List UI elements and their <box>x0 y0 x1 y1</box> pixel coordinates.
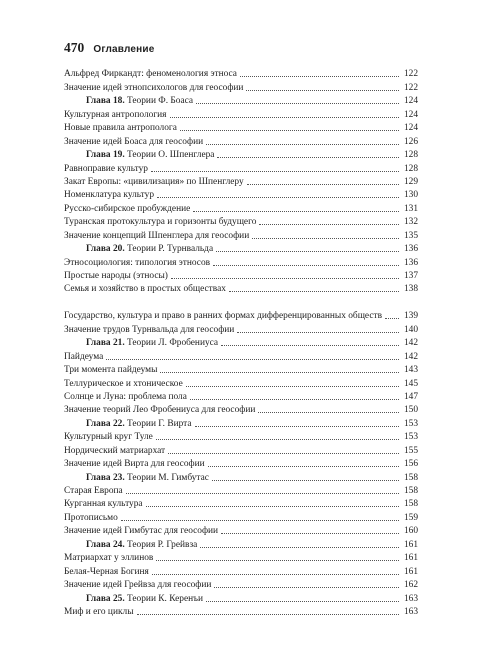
chapter-number: Глава 23. <box>86 472 125 483</box>
toc-entry-title: Закат Европы: «цивилизация» по Шпенглеру <box>64 176 244 187</box>
toc-page-number: 161 <box>403 539 418 550</box>
page-number: 470 <box>64 40 85 55</box>
toc-page-number: 135 <box>403 230 418 241</box>
toc-chapter-entry <box>64 148 418 161</box>
chapter-number: Глава 21. <box>86 338 125 349</box>
toc-entry <box>64 121 418 134</box>
toc-page-number: 126 <box>403 136 418 147</box>
dot-leader <box>221 345 399 346</box>
dot-leader <box>200 547 399 548</box>
toc-entry-title: Значение идей Гимбутас для геософии <box>64 526 219 537</box>
toc-chapter-entry <box>64 591 418 604</box>
toc-entry-title <box>86 418 192 430</box>
toc-entry-title: Значение трудов Турнвальда для геософии <box>64 324 235 335</box>
chapter-title: Теории Ф. Боаса <box>127 96 194 107</box>
dot-leader <box>237 332 399 333</box>
toc-page-number: 158 <box>403 499 418 510</box>
toc-chapter-entry <box>64 537 418 550</box>
dot-leader <box>208 466 399 467</box>
chapter-title: Теории Г. Вирта <box>127 418 192 429</box>
chapter-title: Теория Р. Грейвза <box>127 539 198 550</box>
toc-chapter-entry <box>64 242 418 255</box>
toc-entry <box>64 605 418 618</box>
toc-entry-title: Матриархат у эллинов <box>64 553 154 564</box>
toc-entry <box>64 457 418 470</box>
toc-entry-title: Значение идей Боаса для геософии <box>64 136 204 147</box>
toc-page-number: 143 <box>403 365 418 376</box>
dot-leader <box>157 197 399 198</box>
toc-entry-title: Нордический матриархат <box>64 445 166 456</box>
dot-leader <box>156 560 399 561</box>
toc-entry-title: Солнце и Луна: проблема пола <box>64 391 187 402</box>
dot-leader <box>217 157 399 158</box>
toc-page-number: 138 <box>403 284 418 295</box>
toc-entry <box>64 322 418 335</box>
toc-page-number: 156 <box>403 459 418 470</box>
dot-leader <box>190 399 399 400</box>
toc-entry <box>64 524 418 537</box>
dot-leader <box>171 278 399 279</box>
toc-page-number: 124 <box>403 123 418 134</box>
toc-entry-title: Белая-Черная Богиня <box>64 566 149 577</box>
chapter-number: Глава 24. <box>86 539 125 550</box>
toc-entry-title <box>86 95 193 107</box>
toc-entry <box>64 67 418 80</box>
toc-entry-title: Три момента пайдеумы <box>64 365 158 376</box>
toc-entry <box>64 430 418 443</box>
chapter-number: Глава 20. <box>86 244 125 255</box>
dot-leader <box>146 506 399 507</box>
dot-leader <box>156 439 399 440</box>
toc-page-number: 147 <box>403 391 418 402</box>
toc-entry <box>64 161 418 174</box>
toc-entry <box>64 228 418 241</box>
toc-page-number: 161 <box>403 553 418 564</box>
dot-leader <box>126 493 399 494</box>
toc-entry <box>64 269 418 282</box>
toc-entry <box>64 282 418 295</box>
toc-entry <box>64 134 418 147</box>
toc-entry <box>64 510 418 523</box>
toc-page-number: 137 <box>403 271 418 281</box>
table-of-contents <box>64 67 418 618</box>
toc-entry <box>64 390 418 403</box>
dot-leader <box>151 171 399 172</box>
toc-entry-title: Протописьмо <box>64 512 118 523</box>
toc-page-number: 128 <box>403 150 418 161</box>
toc-page-number: 163 <box>403 606 418 617</box>
chapter-title: Теории Л. Фробениуса <box>127 338 219 349</box>
toc-entry-title: Старая Европа <box>64 486 123 497</box>
dot-leader <box>247 184 399 185</box>
toc-entry-title: Миф и его циклы <box>64 606 134 617</box>
toc-page-number: 131 <box>403 203 418 214</box>
toc-entry-title <box>86 539 197 551</box>
toc-page-number: 139 <box>403 311 418 322</box>
toc-entry-title: Семья и хозяйство в простых обществах <box>64 284 226 295</box>
toc-chapter-entry <box>64 470 418 483</box>
dot-leader <box>121 520 399 521</box>
toc-page-number: 124 <box>403 96 418 107</box>
toc-page-number: 153 <box>403 432 418 443</box>
toc-entry-title: Номенклатура культур <box>64 190 155 201</box>
toc-entry <box>64 349 418 362</box>
toc-page-number: 132 <box>403 217 418 228</box>
toc-entry-title: Культурная антропология <box>64 109 167 120</box>
chapter-title: Теории Р. Турнвальда <box>127 244 214 255</box>
toc-entry <box>64 551 418 564</box>
toc-entry-title: Простые народы (этносы) <box>64 271 168 281</box>
chapter-number: Глава 19. <box>86 150 125 161</box>
toc-chapter-entry <box>64 416 418 429</box>
toc-page-number: 122 <box>403 69 418 80</box>
dot-leader <box>385 318 399 319</box>
dot-leader <box>221 533 399 534</box>
toc-entry <box>64 376 418 389</box>
toc-page-number: 161 <box>403 566 418 577</box>
toc-entry-title: Значение идей Вирта для геософии <box>64 459 205 470</box>
toc-page-number: 159 <box>403 512 418 523</box>
dot-leader <box>180 130 399 131</box>
dot-leader <box>152 574 399 575</box>
toc-entry <box>64 80 418 93</box>
toc-entry-title <box>86 472 209 484</box>
dot-leader <box>213 265 399 266</box>
toc-entry-title: Пайдеума <box>64 351 104 362</box>
dot-leader <box>206 601 399 602</box>
toc-page-number: 129 <box>403 176 418 187</box>
dot-leader <box>214 587 399 588</box>
toc-page-number: 145 <box>403 378 418 389</box>
toc-page-number: 130 <box>403 190 418 201</box>
dot-leader <box>137 614 399 615</box>
toc-entry <box>64 403 418 416</box>
toc-entry <box>64 175 418 188</box>
toc-page-number: 136 <box>403 244 418 255</box>
dot-leader <box>206 144 399 145</box>
dot-leader <box>170 117 400 118</box>
toc-entry-title <box>86 337 218 349</box>
toc-entry-title: Теллурическое и хтоническое <box>64 378 183 389</box>
toc-entry <box>64 497 418 510</box>
toc-entry <box>64 201 418 214</box>
toc-entry-title: Курганная культура <box>64 499 143 510</box>
dot-leader <box>186 386 399 387</box>
toc-page-number: 155 <box>403 445 418 456</box>
dot-leader <box>212 480 399 481</box>
dot-leader <box>258 412 399 413</box>
toc-page-number: 160 <box>403 526 418 537</box>
toc-entry <box>64 295 418 322</box>
running-title: Оглавление <box>93 44 155 55</box>
toc-entry-title: Этносоциология: типология этносов <box>64 257 211 268</box>
chapter-title: Теории О. Шпенглера <box>127 150 215 161</box>
toc-page-number: 136 <box>403 257 418 268</box>
toc-chapter-entry <box>64 94 418 107</box>
toc-entry-title: Значение идей этнопсихологов для геософии <box>64 82 244 93</box>
toc-page-number: 163 <box>403 593 418 604</box>
toc-entry-title <box>86 243 213 255</box>
running-header <box>64 41 155 57</box>
toc-entry <box>64 564 418 577</box>
toc-entry <box>64 578 418 591</box>
dot-leader <box>259 224 399 225</box>
toc-page-number: 122 <box>403 82 418 93</box>
toc-entry <box>64 107 418 120</box>
toc-entry <box>64 215 418 228</box>
dot-leader <box>193 211 399 212</box>
dot-leader <box>195 426 399 427</box>
toc-entry <box>64 443 418 456</box>
toc-entry-title: Туранская протокультура и горизонты будущего <box>64 217 257 228</box>
toc-page-number: 150 <box>403 405 418 416</box>
toc-entry <box>64 255 418 268</box>
toc-entry-title: Русско-сибирское пробуждение <box>64 203 191 214</box>
toc-entry-title: Государство, культура и право в ранних формах дифференцированных обществ <box>64 311 382 322</box>
toc-entry-title <box>86 593 203 605</box>
dot-leader <box>246 90 399 91</box>
chapter-number: Глава 18. <box>86 96 125 107</box>
toc-page-number: 142 <box>403 351 418 362</box>
toc-entry-title: Равноправие культур <box>64 163 148 174</box>
toc-entry <box>64 188 418 201</box>
chapter-number: Глава 25. <box>86 593 125 604</box>
dot-leader <box>106 359 399 360</box>
toc-entry-title <box>86 149 214 161</box>
toc-entry-title: Значение концепций Шпенглера для геософии <box>64 230 250 241</box>
dot-leader <box>229 291 399 292</box>
dot-leader <box>160 372 399 373</box>
chapter-title: Теории М. Гимбутас <box>127 472 209 483</box>
toc-entry-title: Значение теорий Лео Фробениуса для геософии <box>64 405 256 416</box>
toc-chapter-entry <box>64 336 418 349</box>
dot-leader <box>240 76 399 77</box>
dot-leader <box>252 238 399 239</box>
toc-entry-title: Альфред Фиркандт: феноменология этноса <box>64 69 237 80</box>
chapter-title: Теории К. Керенъи <box>127 593 204 604</box>
toc-entry-title: Значение идей Грейвза для геософии <box>64 580 212 591</box>
toc-entry-title: Культурный круг Туле <box>64 432 153 443</box>
dot-leader <box>196 103 399 104</box>
chapter-number: Глава 22. <box>86 418 125 429</box>
toc-entry <box>64 363 418 376</box>
dot-leader <box>168 453 399 454</box>
toc-entry-title: Новые правила антрополога <box>64 123 177 134</box>
toc-page-number: 140 <box>403 324 418 335</box>
toc-page-number: 158 <box>403 486 418 497</box>
toc-entry <box>64 484 418 497</box>
toc-page-number: 153 <box>403 418 418 429</box>
toc-page-number: 128 <box>403 163 418 174</box>
dot-leader <box>216 251 399 252</box>
toc-page-number: 162 <box>403 580 418 591</box>
toc-page-number: 124 <box>403 109 418 120</box>
toc-page-number: 142 <box>403 338 418 349</box>
toc-page-number: 158 <box>403 472 418 483</box>
